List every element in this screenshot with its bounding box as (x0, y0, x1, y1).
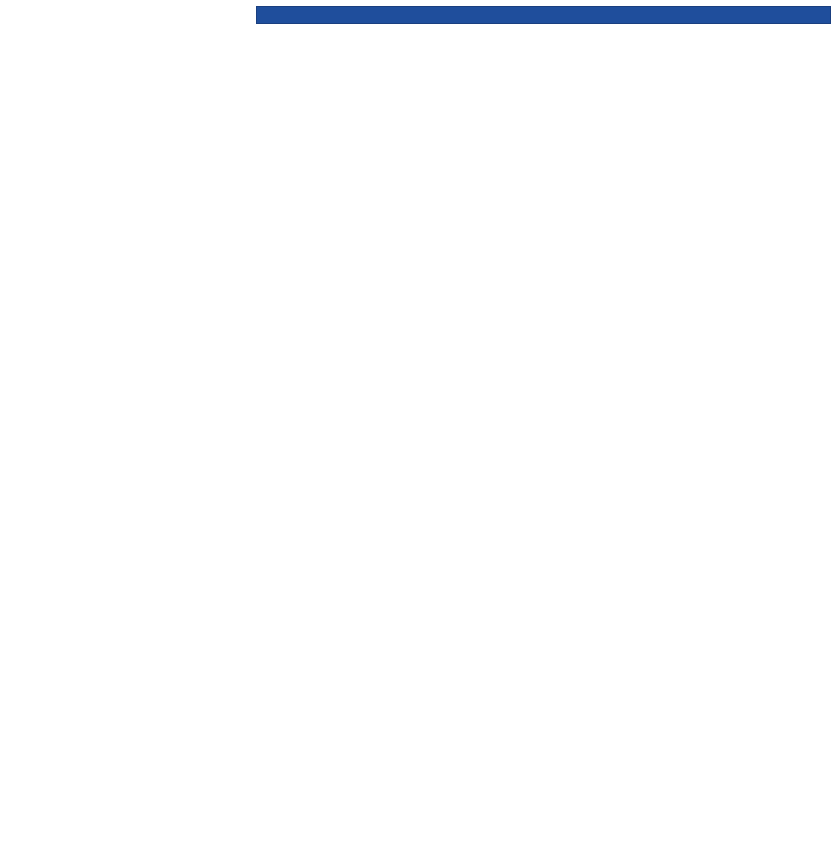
statement-title (256, 6, 831, 24)
